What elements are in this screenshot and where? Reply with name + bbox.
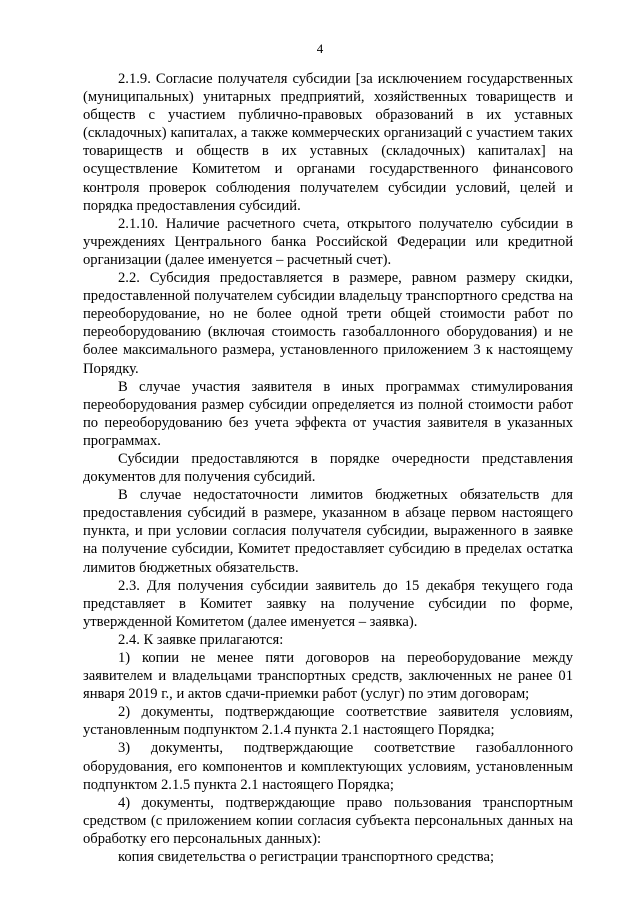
document-body <box>83 70 573 866</box>
paragraph-2-1-10: 2.1.10. Наличие расчетного счета, открытого получателю субсидии в учреждениях Центрального банка Российской Федерации или кредитной организации (далее именуется – расчетный счет). <box>83 215 573 268</box>
paragraph-other-programs: В случае участия заявителя в иных программах стимулирования переоборудования размер субсидии определяется из полной стоимости работ по переоборудованию без учета эффекта от участия заявителя в указанных программах. <box>83 378 573 449</box>
paragraph-order: Субсидии предоставляются в порядке очередности представления документов для получения субсидий. <box>83 450 573 486</box>
paragraph-insufficient-limits: В случае недостаточности лимитов бюджетных обязательств для предоставления субсидий в размере, указанном в абзаце первом настоящего пункта, и при условии согласия получателя субсидии, выраженного в заявке на получение субсидии, Комитет предоставляет субсидию в пределах остатка лимитов бюджетных обязательств. <box>83 487 573 576</box>
paragraph-2-1-9: 2.1.9. Согласие получателя субсидии [за исключением государственных (муниципальных) унитарных предприятий, хозяйственных товариществ и обществ с участием публично-правовых образований в их уставных (складочных) капиталах, а также коммерческих организаций с участием таких товариществ и обществ в их уставных (складочных) капиталах] на осуществление Комитетом и органами государственного финансового контроля проверок соблюдения получателем субсидии условий, целей и порядка предоставления субсидий. <box>83 71 573 214</box>
paragraph-2-2: 2.2. Субсидия предоставляется в размере, равном размеру скидки, предоставленной получателем субсидии владельцу транспортного средства на переоборудование, но не более одной трети общей стоимости работ по переоборудованию (включая стоимость газобаллонного оборудования) и не более максимального размера, установленного приложением 3 к настоящему Порядку. <box>83 270 573 377</box>
list-item-4: 4) документы, подтверждающие право пользования транспортным средством (с приложением копии согласия субъекта персональных данных на обработку его персональных данных): <box>83 794 573 847</box>
list-item-3: 3) документы, подтверждающие соответствие газобаллонного оборудования, его компонентов и комплектующих условиям, установленным подпунктом 2.1.5 пункта 2.1 настоящего Порядка; <box>83 740 573 793</box>
list-item-1: 1) копии не менее пяти договоров на переоборудование между заявителем и владельцами транспортных средств, заключенных не ранее 01 января 2019 г., и актов сдачи-приемки работ (услуг) по этим договорам; <box>83 650 573 703</box>
paragraph-2-4: 2.4. К заявке прилагаются: <box>118 631 284 648</box>
list-item-2: 2) документы, подтверждающие соответствие заявителя условиям, установленным подпунктом 2.1.4 пункта 2.1 настоящего Порядка; <box>83 704 573 739</box>
list-item-4-registration: копия свидетельства о регистрации транспортного средства; <box>118 849 495 866</box>
page-number: 4 <box>316 41 324 56</box>
paragraph-2-3: 2.3. Для получения субсидии заявитель до 15 декабря текущего года представляет в Комитет заявку на получение субсидии по форме, утвержденной Комитетом (далее именуется – заявка). <box>83 577 573 630</box>
